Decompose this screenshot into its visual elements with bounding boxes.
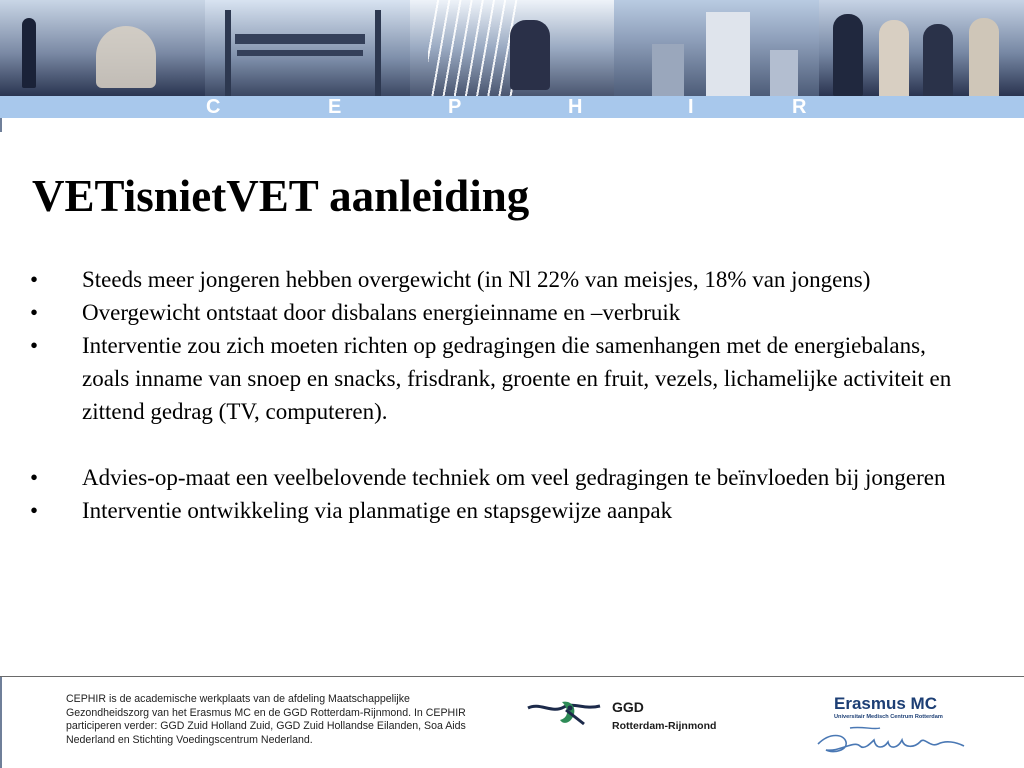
banner-photo-cyclists [410, 0, 615, 96]
bullet-text: Steeds meer jongeren hebben overgewicht (in Nl 22% van meisjes, 18% van jongens) [82, 267, 871, 292]
banner-letter: P [448, 96, 462, 118]
bullet-dot: • [30, 333, 39, 358]
erasmus-signature-icon [810, 722, 970, 758]
ggd-logo-name: GGD [612, 699, 644, 715]
banner-letter: C [206, 96, 221, 118]
bullet-text: Interventie ontwikkeling via planmatige en stapsgewijze aanpak [82, 498, 673, 523]
banner-letter: E [328, 96, 342, 118]
banner-letter: I [688, 96, 694, 118]
bullet-item [30, 263, 970, 296]
bullet-text: Interventie zou zich moeten richten op gedragingen die samenhangen met de energiebalans, zoals inname van snoep en snacks, frisdrank, groente en fruit, vezels, lichamelijke activiteit en zittend gedrag (TV, computeren). [82, 333, 952, 424]
footer-left-divider [0, 677, 2, 768]
bullet-dot: • [30, 267, 39, 292]
left-divider [0, 118, 2, 132]
banner-photo-students [819, 0, 1024, 96]
banner-letter: R [792, 96, 807, 118]
bullet-item [30, 329, 970, 428]
slide-title: VETisnietVET aanleiding [32, 171, 530, 221]
banner-photo-bridge [205, 0, 410, 96]
bullet-text: Overgewicht ontstaat door disbalans energieinname en –verbruik [82, 300, 681, 325]
bullet-dot: • [30, 465, 39, 490]
footer-text: CEPHIR is de academische werkplaats van de afdeling Maatschappelijke Gezondheidszorg van het Erasmus MC en de GGD Rotterdam-Rijnmond. In CEPHIR participeren verder: GGD Zuid Holland Zuid, GGD Zuid Hollandse Eilanden, Soa Aids Nederland en Stichting Voedingscentrum Nederland. [66, 693, 466, 746]
bullet-list [30, 263, 970, 527]
erasmus-logo-name: Erasmus MC [834, 694, 937, 713]
banner-photo-skyline [614, 0, 819, 96]
ggd-logo-region: Rotterdam-Rijnmond [612, 720, 717, 732]
bullet-item [30, 461, 970, 494]
bullet-dot: • [30, 300, 39, 325]
banner-letter: H [568, 96, 583, 118]
bullet-item [30, 494, 970, 527]
banner-strip [0, 96, 1024, 118]
ggd-logo-icon [526, 698, 602, 728]
erasmus-logo-subtitle: Universitair Medisch Centrum Rotterdam [834, 714, 943, 720]
bullet-dot: • [30, 498, 39, 523]
erasmus-mc-logo [808, 694, 978, 760]
bullet-item [30, 296, 970, 329]
ggd-logo [526, 694, 746, 736]
bullet-text: Advies-op-maat een veelbelovende techniek om veel gedragingen te beïnvloeden bij jongeren [82, 465, 946, 490]
footer-divider [0, 676, 1024, 677]
banner-photo-street [0, 0, 205, 96]
header-banner [0, 0, 1024, 96]
